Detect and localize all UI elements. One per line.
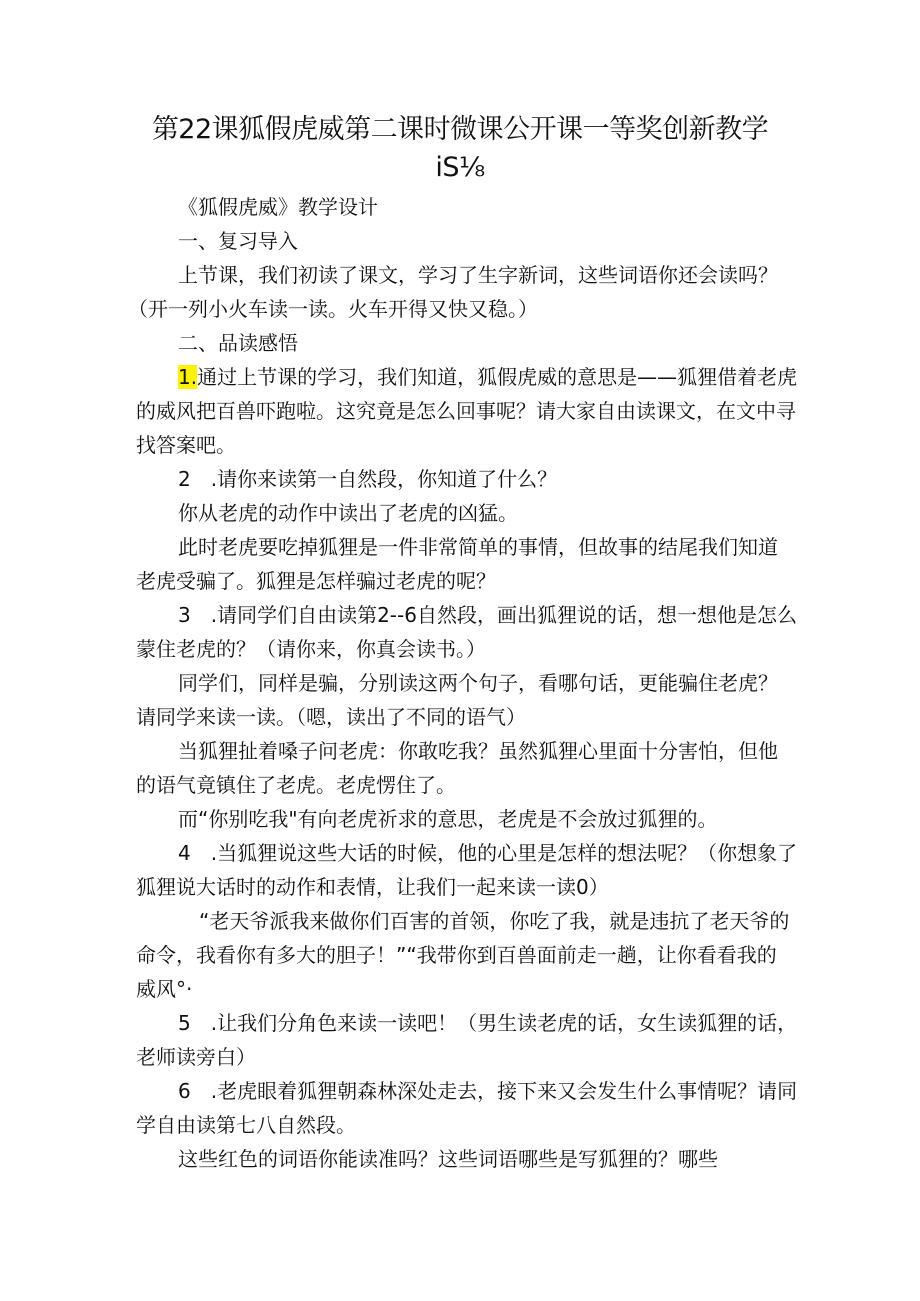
- paragraph-item-1: 1.通过上节课的学习，我们知道，狐假虎威的意思是——狐狸借着老虎 的威风把百兽吓跑啦。这究竟是怎么回事呢？请大家自由读课文，在文中寻 找答案吧。: [136, 365, 798, 457]
- paragraph-item-4: 4 .当狐狸说这些大话的时候，他的心里是怎样的想法呢？（你想象了 狐狸说大话时的动作和表情，让我们一起来读一读0）: [136, 841, 798, 899]
- paragraph-tiger-action: 你从老虎的动作中读出了老虎的凶猛。: [178, 501, 518, 525]
- document-title: 第22课狐假虎威第二课时微课公开课一等奖创新教学: [151, 114, 769, 145]
- paragraph-item-5: 5 .让我们分角色来读一读吧！（男生读老虎的话，女生读狐狸的话， 老师读旁白）: [136, 1011, 798, 1069]
- paragraph-item-6: 6 .老虎眼着狐狸朝森林深处走去，接下来又会发生什么事情呢？请同 学自由读第七八自然段。: [136, 1079, 798, 1137]
- paragraph-review: 上节课，我们初读了课文，学习了生字新词，这些词语你还会读吗？ （开一列小火车读一读。火车开得又快又稳。）: [128, 263, 778, 321]
- section-heading-review: 一、复习导入: [178, 229, 298, 253]
- highlighted-number: 1.: [178, 365, 198, 389]
- design-heading: 《狐假虎威》教学设计: [178, 195, 378, 219]
- paragraph-fox-quote: “老天爷派我来做你们百害的首领，你吃了我，就是违抗了老天爷的 命令，我看你有多大的胆子！”“我带你到百兽面前走一趟，让你看看我的 威风°·: [136, 909, 790, 1001]
- paragraph-tiger-deceived: 此时老虎要吃掉狐狸是一件非常简单的事情，但故事的结尾我们知道 老虎受骗了。狐狸是怎样骗过老虎的呢？: [136, 535, 778, 593]
- paragraph-compare-sentences: 同学们，同样是骗，分别读这两个句子，看哪句话，更能骗住老虎？ 请同学来读一读。（嗯，读出了不同的语气）: [136, 671, 778, 729]
- paragraph-item-2: 2 .请你来读第一自然段，你知道了什么？: [178, 467, 558, 491]
- paragraph-item-3: 3 .请同学们自由读第2--6自然段，画出狐狸说的话，想一想他是怎么 蒙住老虎的？（请你来，你真会读书。）: [136, 603, 797, 661]
- section-heading-reading: 二、品读感悟: [178, 331, 298, 355]
- paragraph-fox-question: 当狐狸扯着嗓子问老虎：你敢吃我？虽然狐狸心里面十分害怕，但他 的语气竟镇住了老虎。老虎愣住了。: [136, 739, 778, 797]
- document-title-continued: iS⅛: [435, 152, 485, 183]
- paragraph-red-words: 这些红色的词语你能读准吗？这些词语哪些是写狐狸的？哪些: [178, 1147, 718, 1171]
- paragraph-pleading: 而“你别吃我"有向老虎祈求的意思，老虎是不会放过狐狸的。: [178, 807, 718, 831]
